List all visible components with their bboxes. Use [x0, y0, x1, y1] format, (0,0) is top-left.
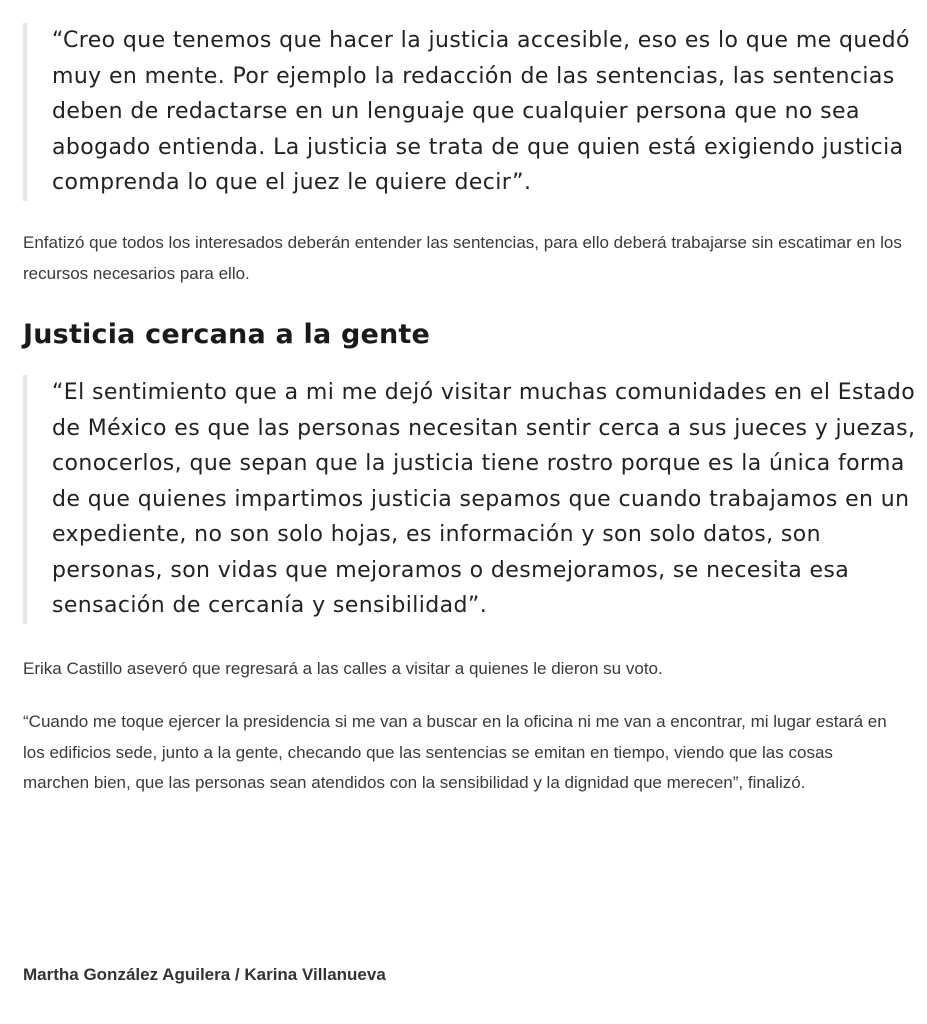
- pull-quote: “El sentimiento que a mi me dejó visitar muchas comunidades en el Estado de México es que las personas necesitan sentir cerca a sus jueces y juezas, conocerlos, que sepan que la justicia tiene rostro porque es la única forma de que quienes impartimos justicia sepamos que cuando trabajamos en un expediente, no son solo hojas, es información y son solo datos, son personas, son vidas que mejoramos o desmejoramos, se necesita esa sensación de cercanía y sensibilidad”.: [23, 375, 922, 624]
- pull-quote: “Creo que tenemos que hacer la justicia accesible, eso es lo que me quedó muy en mente. Por ejemplo la redacción de las sentencias, las sentencias deben de redactarse en un lenguaje que cualquier persona que no sea abogado entienda. La justicia se trata de que quien está exigiendo justicia comprenda lo que el juez le quiere decir”.: [23, 23, 912, 201]
- section-heading: Justicia cercana a la gente: [23, 319, 431, 350]
- article-paragraph: Enfatizó que todos los interesados deberán entender las sentencias, para ello deberá trabajarse sin escatimar en los recursos necesarios para ello.: [23, 233, 902, 283]
- article-paragraph: “Cuando me toque ejercer la presidencia si me van a buscar en la oficina ni me van a encontrar, mi lugar estará en los edificios sede, junto a la gente, checando que las sentencias se emitan en tiempo, viendo que las cosas marchen bien, que las personas sean atendidos con la sensibilidad y la dignidad que merecen”, finalizó.: [23, 712, 887, 792]
- author-byline: Martha González Aguilera / Karina Villanueva: [23, 965, 386, 984]
- article-paragraph: Erika Castillo aseveró que regresará a las calles a visitar a quienes le dieron su voto.: [23, 659, 663, 678]
